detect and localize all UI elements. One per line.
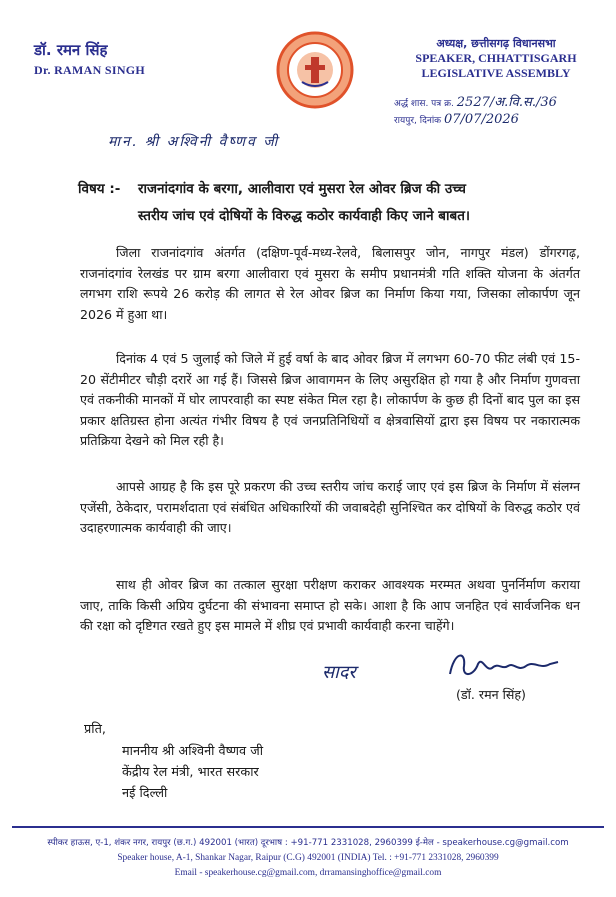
to-label: प्रति, bbox=[84, 722, 106, 737]
recipient-name: माननीय श्री अश्विनी वैष्णव जी bbox=[122, 744, 264, 759]
salutation-handwritten: मान. श्री अश्विनी वैष्णव जी bbox=[108, 134, 280, 150]
subject-line-2: स्तरीय जांच एवं दोषियों के विरुद्ध कठोर कार्यवाही किए जाने बाबत। bbox=[138, 208, 471, 224]
recipient-designation: केंद्रीय रेल मंत्री, भारत सरकार bbox=[122, 765, 259, 780]
regards-handwritten: सादर bbox=[322, 662, 356, 683]
reference-number bbox=[394, 92, 594, 110]
sender-name-english: Dr. RAMAN SINGH bbox=[34, 63, 146, 77]
subject bbox=[78, 176, 578, 230]
body-paragraph-4: साथ ही ओवर ब्रिज का तत्काल सुरक्षा परीक्षण कराकर आवश्यक मरम्मत अथवा पुनर्निर्माण कराया जाए, ताकि किसी अप्रिय दुर्घटना की संभावना समाप्त हो सके। आशा है कि आप जनहित एवं सार्वजनिक धन की रक्षा को दृष्टिगत रखते हुए इस मामले में शीघ्र एवं प्रभावी कार्यवाही करना चाहेंगे। bbox=[80, 577, 580, 633]
subject-line-1: राजनांदगांव के बरगा, आलीवारा एवं मुसरा रेल ओवर ब्रिज की उच्च bbox=[138, 181, 466, 197]
body-paragraph-1: जिला राजनांदगांव अंतर्गत (दक्षिण-पूर्व-मध्य-रेलवे, बिलासपुर जोन, नागपुर मंडल) डोंगरगढ़, राजनांदगांव रेलखंड पर ग्राम बरगा आलीवारा एवं मुसरा के समीप प्रधानमंत्री गति शक्ति योजना के अंतर्गत लगभग राशि रूपये 26 करोड़ की लागत से रेल ओवर ब्रिज का निर्माण किया गया, जिसका लोकार्पण जून 2026 में हुआ था। bbox=[80, 245, 580, 322]
recipient-place: नई दिल्ली bbox=[122, 786, 168, 801]
footer-divider bbox=[12, 826, 604, 828]
footer-address-hindi: स्पीकर हाऊस, ए-1, शंकर नगर, रायपुर (छ.ग.) 492001 (भारत) दूरभाष : +91-771 2331028, 2960399 ई-मेल - speakerhouse.cg@gmail.com bbox=[47, 838, 569, 848]
reference-value: 2527/अ.वि.स./36 bbox=[456, 95, 557, 110]
office-title-english-2: LEGISLATIVE ASSEMBLY bbox=[421, 66, 571, 80]
body-paragraph-2: दिनांक 4 एवं 5 जुलाई को जिले में हुई वर्षा के बाद ओवर ब्रिज में लगभग 60-70 फीट लंबी एवं 15-20 सेंटीमीटर चौड़ी दरारें आ गई हैं। जिससे ब्रिज आवागमन के लिए असुरक्षित हो गया है और निर्माण गुणवत्ता एवं तकनीकी मानकों में घोर लापरवाही का स्पष्ट संकेत मिल रहा है। लोकार्पण के कुछ ही दिनों बाद पुल का इस प्रकार क्षतिग्रस्त होना अत्यंत गंभीर विषय है एवं जनप्रतिनिधियों व क्षेत्रवासियों द्वारा इस विषय पर नकारात्मक प्रतिक्रिया देखने को मिल रही है। bbox=[80, 351, 580, 448]
footer-address-english: Speaker house, A-1, Shankar Nagar, Raipur (C.G) 492001 (INDIA) Tel. : +91-771 2331028, 2960399 bbox=[117, 853, 499, 863]
signatory-name: (डॉ. रमन सिंह) bbox=[456, 687, 526, 702]
date-value: 07/07/2026 bbox=[443, 112, 519, 127]
office-title-english-1: SPEAKER, CHHATTISGARH bbox=[415, 51, 577, 65]
signature-image bbox=[444, 646, 564, 686]
recipient-block bbox=[122, 741, 263, 804]
footer-email: Email - speakerhouse.cg@gmail.com, drramansinghoffice@gmail.com bbox=[174, 868, 442, 878]
office-title-hindi: अध्यक्ष, छत्तीसगढ़ विधानसभा bbox=[436, 37, 556, 50]
assembly-seal-emblem bbox=[275, 30, 355, 110]
office-heading bbox=[398, 36, 594, 81]
sender-name-hindi: डॉ. रमन सिंह bbox=[34, 41, 108, 59]
letter-date bbox=[374, 112, 594, 127]
body-paragraph-3: आपसे आग्रह है कि इस पूरे प्रकरण की उच्च स्तरीय जांच कराई जाए एवं इस ब्रिज के निर्माण में संलग्न एजेंसी, ठेकेदार, परामर्शदाता एवं संबंधित अधिकारियों की जवाबदेही सुनिश्चित कर दोषियों के विरुद्ध कठोर एवं उदाहरणात्मक कार्यवाही की जाए। bbox=[80, 479, 580, 535]
subject-label: विषय :- bbox=[78, 181, 121, 197]
reference-label: अर्द्ध शास. पत्र क्र. bbox=[394, 99, 454, 109]
date-label: रायपुर, दिनांक bbox=[394, 116, 442, 126]
